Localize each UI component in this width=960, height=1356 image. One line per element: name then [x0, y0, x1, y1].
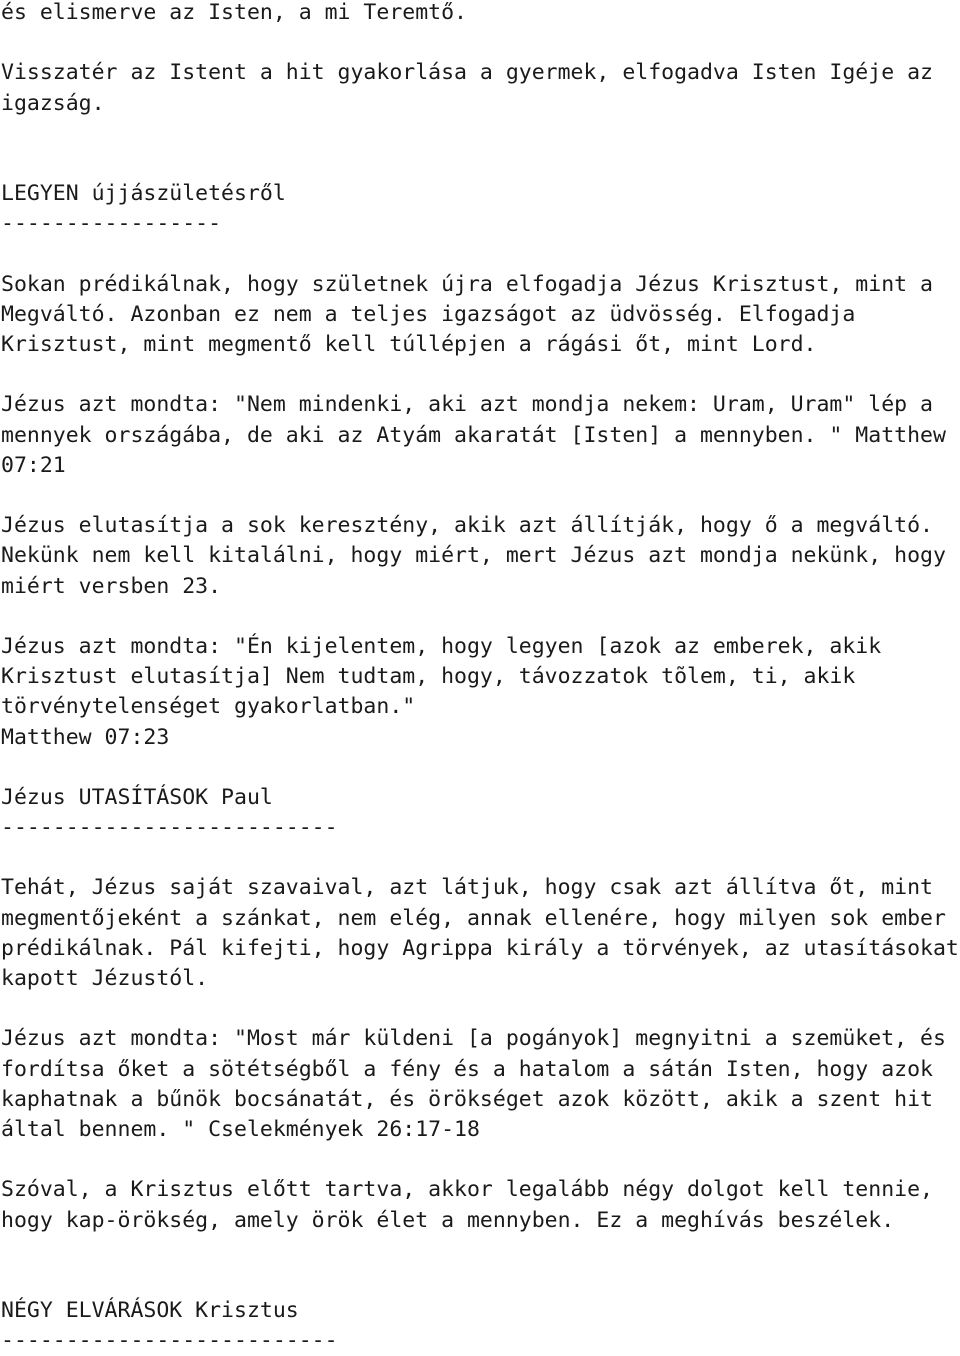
text-line: megmentőjeként a szánkat, nem elég, annak ellenére, hogy milyen sok ember	[1, 905, 946, 931]
text-line: 07:21	[1, 452, 66, 478]
intro-paragraph-1	[1, 0, 960, 28]
text-line: miért versben 23.	[1, 573, 222, 599]
heading-underline: --------------------------	[1, 815, 338, 841]
text-line: kapott Jézustól.	[1, 966, 209, 992]
text-line: Tehát, Jézus saját szavaival, azt látjuk, hogy csak azt állítva őt, mint	[1, 875, 933, 901]
section-heading: Jézus UTASÍTÁSOK Paul	[1, 784, 273, 810]
text-line: Jézus elutasítja a sok keresztény, akik azt állítják, hogy ő a megváltó.	[1, 513, 933, 539]
heading-underline: --------------------------	[1, 1328, 338, 1354]
text-line: Nekünk nem kell kitalálni, hogy miért, mert Jézus azt mondja nekünk, hogy	[1, 543, 946, 569]
paragraph	[1, 270, 960, 361]
paragraph	[1, 632, 960, 753]
section-heading: NÉGY ELVÁRÁSOK Krisztus	[1, 1298, 299, 1324]
text-line: kaphatnak a bűnök bocsánatát, és örökséget azok között, akik a szent hit	[1, 1086, 933, 1112]
text-line: Jézus azt mondta: "Most már küldeni [a pogányok] megnyitni a szemüket, és	[1, 1026, 946, 1052]
text-line: mennyek országába, de aki az Atyám akaratát [Isten] a mennyben. " Matthew	[1, 422, 946, 448]
heading-underline: -----------------	[1, 211, 222, 237]
text-line: Sokan prédikálnak, hogy születnek újra elfogadja Jézus Krisztust, mint a	[1, 271, 933, 297]
text-line: Krisztust elutasítja] Nem tudtam, hogy, távozzatok tõlem, ti, akik	[1, 664, 856, 690]
text-line: törvénytelenséget gyakorlatban."	[1, 694, 416, 720]
paragraph	[1, 1175, 960, 1235]
document-body	[1, 0, 960, 1356]
intro-paragraph-2	[1, 58, 960, 118]
section-heading: LEGYEN újjászületésről	[1, 181, 286, 207]
section-heading-rebirth	[1, 179, 960, 239]
text-line: Szóval, a Krisztus előtt tartva, akkor legalább négy dolgot kell tennie,	[1, 1177, 933, 1203]
text-line: Megváltó. Azonban ez nem a teljes igazságot az üdvösség. Elfogadja	[1, 301, 856, 327]
paragraph	[1, 390, 960, 481]
text-line: prédikálnak. Pál kifejti, hogy Agrippa király a törvények, az utasításokat	[1, 935, 959, 961]
section-heading-four-requirements	[1, 1296, 960, 1356]
text-line: fordítsa őket a sötétségből a fény és a hatalom a sátán Isten, hogy azok	[1, 1056, 933, 1082]
text-line: által bennem. " Cselekmények 26:17-18	[1, 1116, 480, 1142]
text-line: és elismerve az Isten, a mi Teremtő.	[1, 0, 467, 25]
paragraph	[1, 873, 960, 994]
paragraph	[1, 1024, 960, 1145]
text-line: Matthew 07:23	[1, 724, 170, 750]
text-line: igazság.	[1, 90, 105, 116]
text-line: Jézus azt mondta: "Nem mindenki, aki azt mondja nekem: Uram, Uram" lép a	[1, 392, 933, 418]
paragraph	[1, 511, 960, 602]
text-line: Jézus azt mondta: "Én kijelentem, hogy legyen [azok az emberek, akik	[1, 633, 882, 659]
text-line: Krisztust, mint megmentő kell túllépjen a rágási őt, mint Lord.	[1, 332, 817, 358]
text-line: hogy kap-örökség, amely örök élet a mennyben. Ez a meghívás beszélek.	[1, 1207, 895, 1233]
text-line: Visszatér az Istent a hit gyakorlása a gyermek, elfogadva Isten Igéje az	[1, 60, 933, 86]
section-heading-instructions	[1, 783, 960, 843]
